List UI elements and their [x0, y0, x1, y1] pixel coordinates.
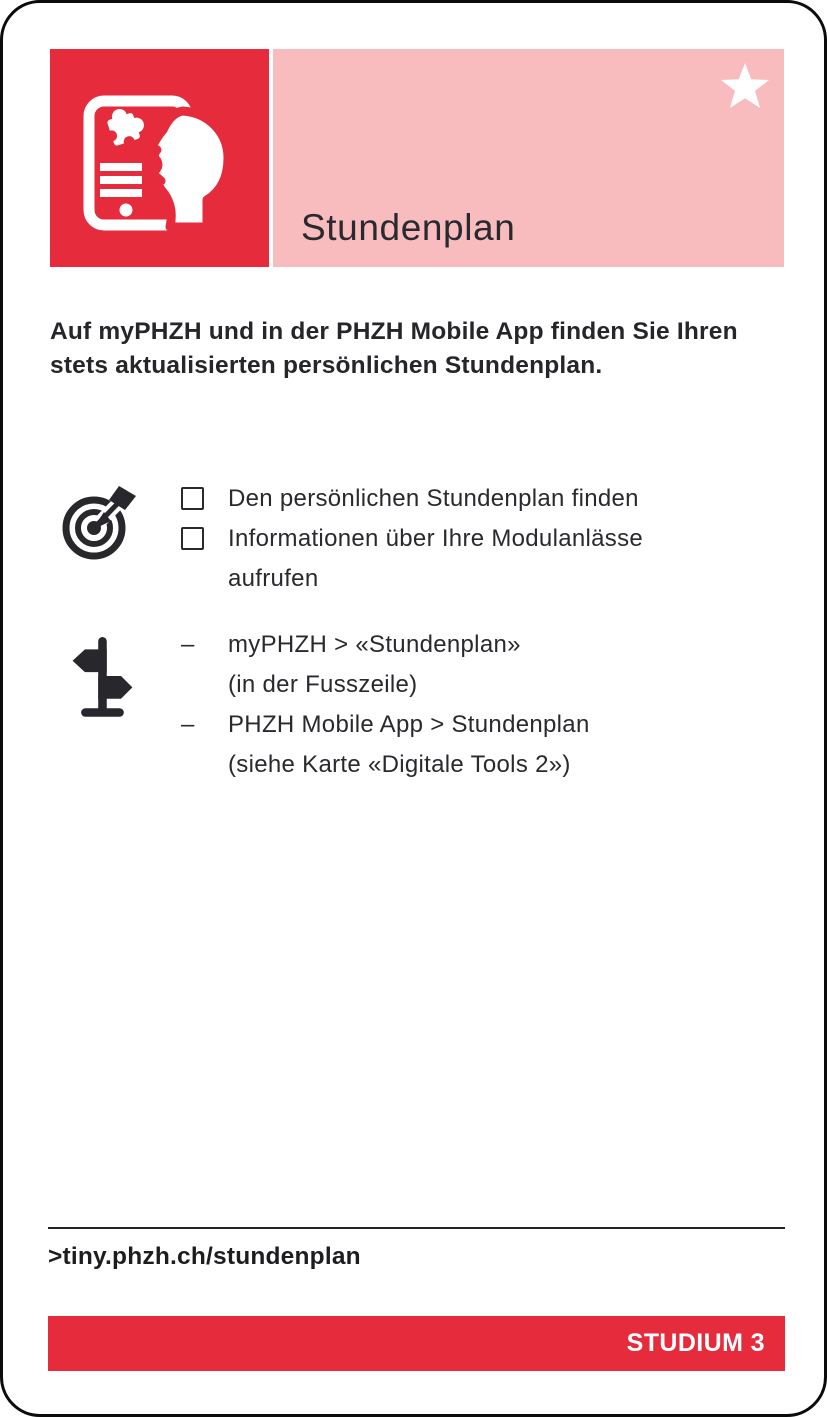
- goals-list: [181, 479, 643, 599]
- direction-text: [228, 625, 521, 705]
- page-title: Stundenplan: [301, 207, 516, 248]
- list-item: [181, 519, 643, 599]
- goal-2-line-2: aufrufen: [228, 565, 319, 592]
- intro-line-2: stets aktualisierten persönlichen Stundenplan.: [50, 352, 603, 379]
- goals-section: [50, 479, 643, 599]
- goal-text: [228, 479, 639, 519]
- direction-2-line-1: PHZH Mobile App > Stundenplan: [228, 711, 590, 738]
- list-item: [181, 705, 590, 785]
- dash-bullet: –: [181, 631, 195, 658]
- intro-text: [50, 315, 774, 383]
- goals-icon-col: [50, 479, 181, 599]
- header: [50, 49, 784, 267]
- signpost-icon: [64, 633, 140, 717]
- title-banner: [273, 49, 784, 267]
- footer-divider: [48, 1227, 785, 1229]
- category-icon-tile: [50, 49, 269, 267]
- list-item: [181, 479, 643, 519]
- goal-1-line-1: Den persönlichen Stundenplan finden: [228, 485, 639, 512]
- direction-2-line-2: (siehe Karte «Digitale Tools 2»): [228, 751, 571, 778]
- directions-list: [181, 625, 590, 785]
- goal-text: [228, 519, 643, 599]
- directions-icon-col: [50, 625, 181, 785]
- direction-1-line-2: (in der Fusszeile): [228, 671, 418, 698]
- direction-text: [228, 705, 590, 785]
- category-badge: STUDIUM 3: [626, 1329, 765, 1357]
- list-item: [181, 625, 590, 705]
- phone-head-puzzle-icon: [83, 95, 235, 231]
- direction-1-line-1: myPHZH > «Stundenplan»: [228, 631, 521, 658]
- directions-section: [50, 625, 590, 785]
- star-icon: [721, 63, 769, 110]
- footer-link[interactable]: >tiny.phzh.ch/stundenplan: [48, 1243, 361, 1270]
- category-badge-bar: [48, 1316, 785, 1371]
- target-icon: [61, 483, 137, 561]
- checkbox[interactable]: [181, 487, 204, 510]
- goal-2-line-1: Informationen über Ihre Modulanlässe: [228, 525, 644, 552]
- intro-line-1: Auf myPHZH und in der PHZH Mobile App finden Sie Ihren: [50, 318, 738, 345]
- checkbox[interactable]: [181, 527, 204, 550]
- dash-bullet: –: [181, 711, 195, 738]
